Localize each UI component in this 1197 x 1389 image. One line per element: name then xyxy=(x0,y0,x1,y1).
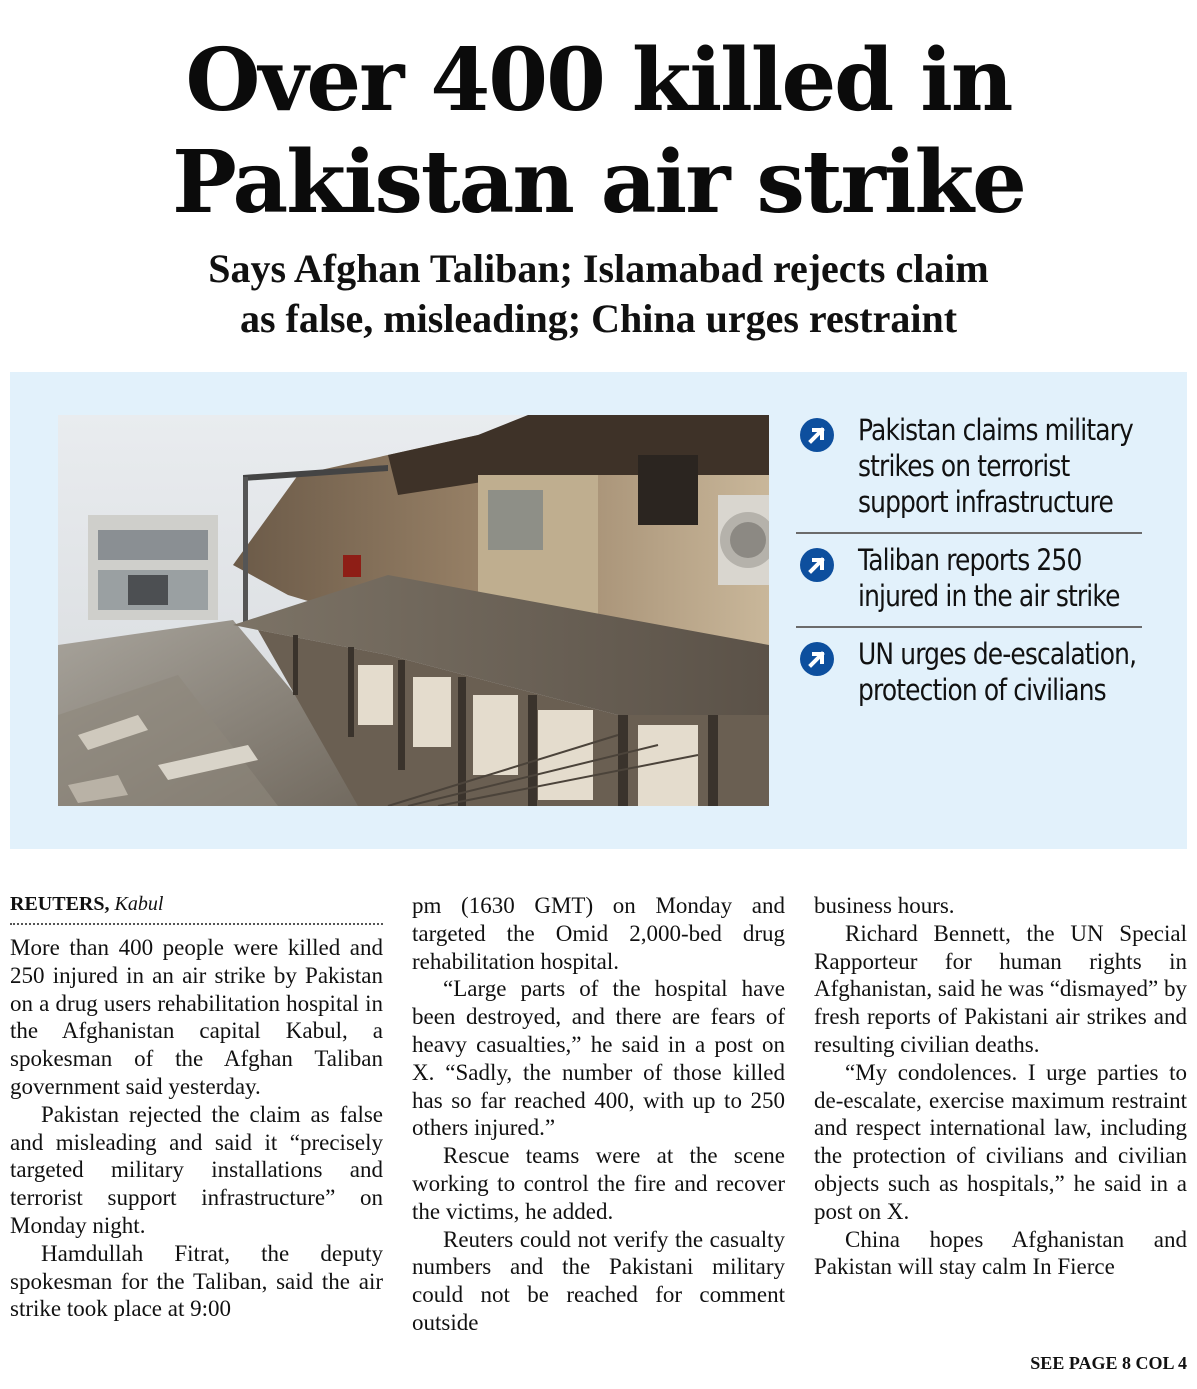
paragraph: China hopes Afghanistan and Pakistan will stay calm In Fierce xyxy=(814,1226,1187,1280)
paragraph: business hours. xyxy=(814,893,955,918)
headline-line-2: Pakistan air strike xyxy=(172,132,1025,233)
highlight-text: Taliban reports 250 injured in the air strike xyxy=(858,543,1120,613)
headline xyxy=(0,30,1197,234)
paragraph: Richard Bennett, the UN Special Rapporteur for human rights in Afghanistan, said he was “dismayed” by fresh reports of Pakistani air strikes and resulting civilian deaths. xyxy=(814,920,1188,1057)
highlight-text: UN urges de-escalation, protection of civilians xyxy=(858,637,1137,707)
arrow-up-right-icon xyxy=(800,418,834,452)
subheadline-line-1: Says Afghan Taliban; Islamabad rejects claim xyxy=(208,246,989,291)
byline-agency: REUTERS, xyxy=(10,893,110,915)
article-column-2 xyxy=(412,892,785,1337)
arrow-up-right-icon xyxy=(800,642,834,676)
article-body xyxy=(10,892,1187,1362)
news-photo xyxy=(58,415,769,806)
byline xyxy=(10,892,383,925)
article-column-1 xyxy=(10,892,383,1323)
highlight-item xyxy=(796,542,1142,628)
headline-line-1: Over 400 killed in xyxy=(185,30,1012,131)
paragraph: Reuters could not verify the casualty numbers and the Pakistani military could not be reached for comment outside xyxy=(412,1226,785,1335)
highlights-list xyxy=(796,412,1142,728)
byline-place: Kabul xyxy=(114,893,164,915)
paragraph: “My condolences. I urge parties to de-escalate, exercise maximum restraint and respect international law, including the protection of civilians and civilian objects such as hospitals,” he said in a post on X. xyxy=(814,1059,1187,1224)
article-column-3 xyxy=(814,892,1187,1281)
paragraph: Rescue teams were at the scene working to control the fire and recover the victims, he added. xyxy=(412,1143,785,1224)
subheadline-line-2: as false, misleading; China urges restraint xyxy=(239,296,958,341)
paragraph: pm (1630 GMT) on Monday and targeted the Omid 2,000-bed drug rehabilitation hospital. xyxy=(412,893,785,974)
highlight-panel xyxy=(10,372,1187,849)
highlight-text: Pakistan claims military strikes on terrorist support infrastructure xyxy=(858,413,1133,519)
paragraph: More than 400 people were killed and 250 injured in an air strike by Pakistan on a drug users rehabilitation hospital in the Afghanistan capital Kabul, a spokesman of the Afghan Taliban government said yesterday. xyxy=(10,935,383,1099)
paragraph: Pakistan rejected the claim as false and misleading and said it “precisely targeted military installations and terrorist support infrastructure” on Monday night. xyxy=(10,1101,383,1238)
subheadline xyxy=(0,244,1197,344)
jump-reference: SEE PAGE 8 COL 4 xyxy=(1030,1353,1187,1373)
paragraph: “Large parts of the hospital have been destroyed, and there are fears of heavy casualties,” he said in a post on X. “Sadly, the number of those killed has so far reached 400, with up to 250 others injured.” xyxy=(412,976,785,1141)
highlight-item xyxy=(796,636,1142,720)
highlight-item xyxy=(796,412,1142,534)
arrow-up-right-icon xyxy=(800,548,834,582)
paragraph: Hamdullah Fitrat, the deputy spokesman for the Taliban, said the air strike took place at 9:00 xyxy=(10,1240,383,1322)
